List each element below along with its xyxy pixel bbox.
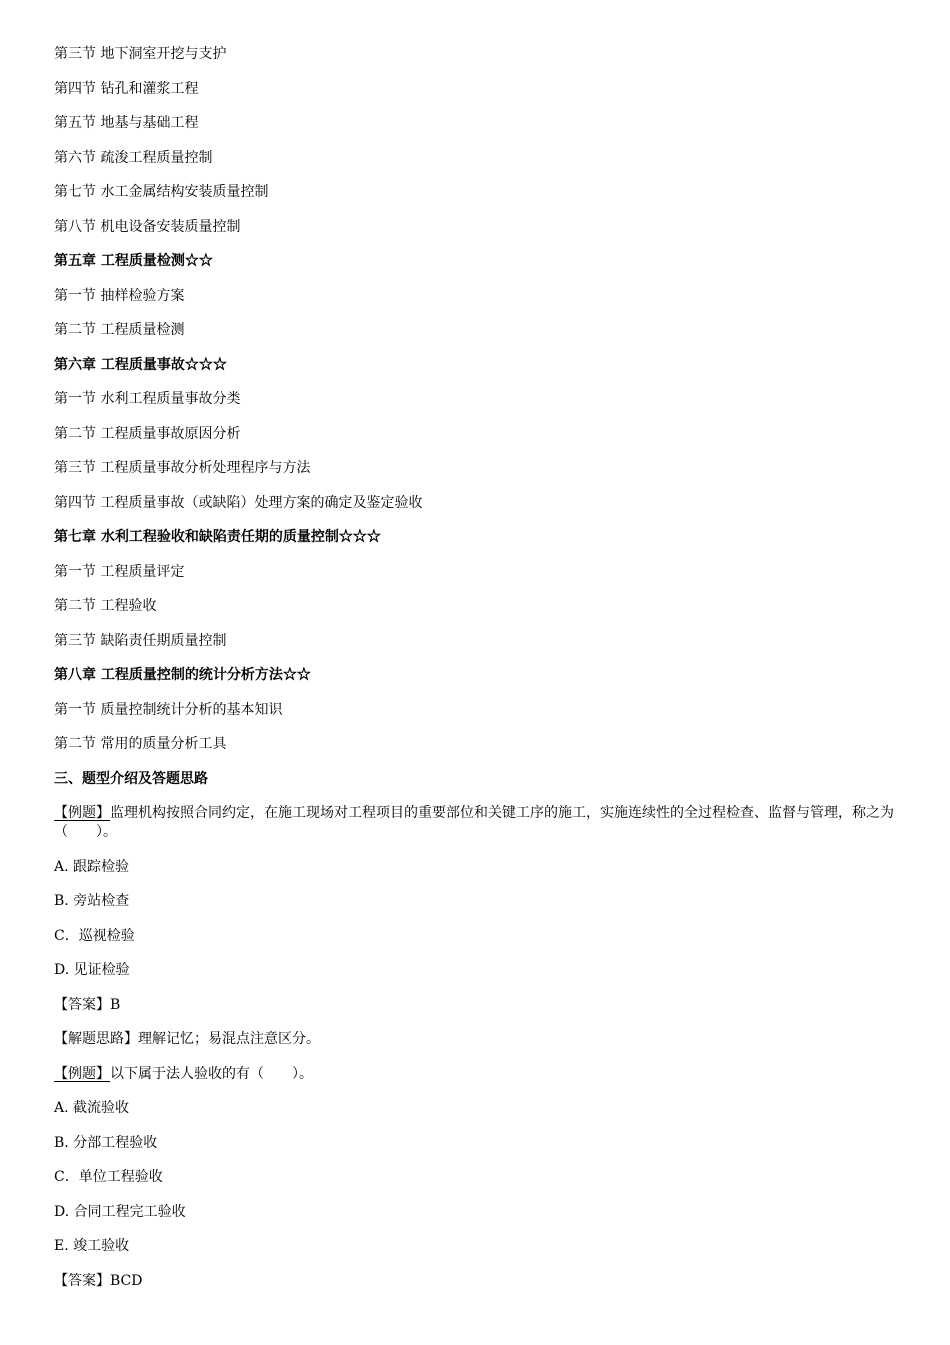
toc-chapter-heading: 第七章 水利工程验收和缺陷责任期的质量控制☆☆☆: [54, 529, 381, 545]
answer-option: C．单位工程验收: [54, 1169, 163, 1185]
toc-section-line: 第三节 缺陷责任期质量控制: [54, 633, 227, 649]
toc-section-line: 第二节 工程验收: [54, 598, 157, 614]
toc-chapter-heading: 第五章 工程质量检测☆☆: [54, 253, 213, 269]
answer-option: A. 跟踪检验: [54, 859, 130, 875]
solution-hint: [54, 1030, 320, 1048]
toc-section-line: 第二节 工程质量检测: [54, 322, 185, 338]
answer-option: B. 旁站检查: [54, 893, 130, 909]
answer-line: [54, 1272, 142, 1290]
toc-section-line: 第四节 工程质量事故（或缺陷）处理方案的确定及鉴定验收: [54, 495, 423, 511]
toc-chapter-heading: 第八章 工程质量控制的统计分析方法☆☆: [54, 667, 311, 683]
example-tag: 【例题】: [54, 1066, 110, 1082]
answer-label: 【答案】: [54, 1273, 110, 1289]
toc-section-line: 第六节 疏浚工程质量控制: [54, 150, 213, 166]
toc-section-line: 第五节 地基与基础工程: [54, 115, 199, 131]
toc-chapter-heading: 第六章 工程质量事故☆☆☆: [54, 357, 227, 373]
toc-section-line: 第三节 地下洞室开挖与支护: [54, 46, 227, 62]
toc-section-line: 第一节 水利工程质量事故分类: [54, 391, 241, 407]
example-question-text: 以下属于法人验收的有（ ）。: [110, 1066, 313, 1082]
answer-value: B: [110, 997, 121, 1013]
hint-label: 【解题思路】: [54, 1031, 138, 1047]
toc-section-line: 第七节 水工金属结构安装质量控制: [54, 184, 269, 200]
toc-section-line: 第一节 质量控制统计分析的基本知识: [54, 702, 283, 718]
example-question: [54, 804, 899, 842]
answer-option: D. 见证检验: [54, 962, 130, 978]
toc-section-line: 第二节 常用的质量分析工具: [54, 736, 227, 752]
toc-section-line: 第三节 工程质量事故分析处理程序与方法: [54, 460, 311, 476]
toc-section-line: 第一节 工程质量评定: [54, 564, 185, 580]
answer-option: C．巡视检验: [54, 928, 135, 944]
answer-value: BCD: [110, 1273, 143, 1289]
hint-text: 理解记忆；易混点注意区分。: [138, 1031, 320, 1047]
answer-option: D. 合同工程完工验收: [54, 1204, 186, 1220]
answer-line: [54, 996, 120, 1014]
toc-section-line: 第二节 工程质量事故原因分析: [54, 426, 241, 442]
toc-section-line: 第八节 机电设备安装质量控制: [54, 219, 241, 235]
section-heading: 三、题型介绍及答题思路: [54, 771, 208, 787]
answer-option: A. 截流验收: [54, 1100, 130, 1116]
answer-option: E. 竣工验收: [54, 1238, 130, 1254]
example-tag: 【例题】: [54, 805, 110, 821]
toc-section-line: 第一节 抽样检验方案: [54, 288, 185, 304]
toc-section-line: 第四节 钻孔和灌浆工程: [54, 81, 199, 97]
example-question-text: 监理机构按照合同约定，在施工现场对工程项目的重要部位和关键工序的施工，实施连续性的全过程检查、监督与管理，称之为（ ）。: [54, 805, 894, 840]
answer-option: B. 分部工程验收: [54, 1135, 158, 1151]
answer-label: 【答案】: [54, 997, 110, 1013]
example-question: [54, 1065, 313, 1083]
